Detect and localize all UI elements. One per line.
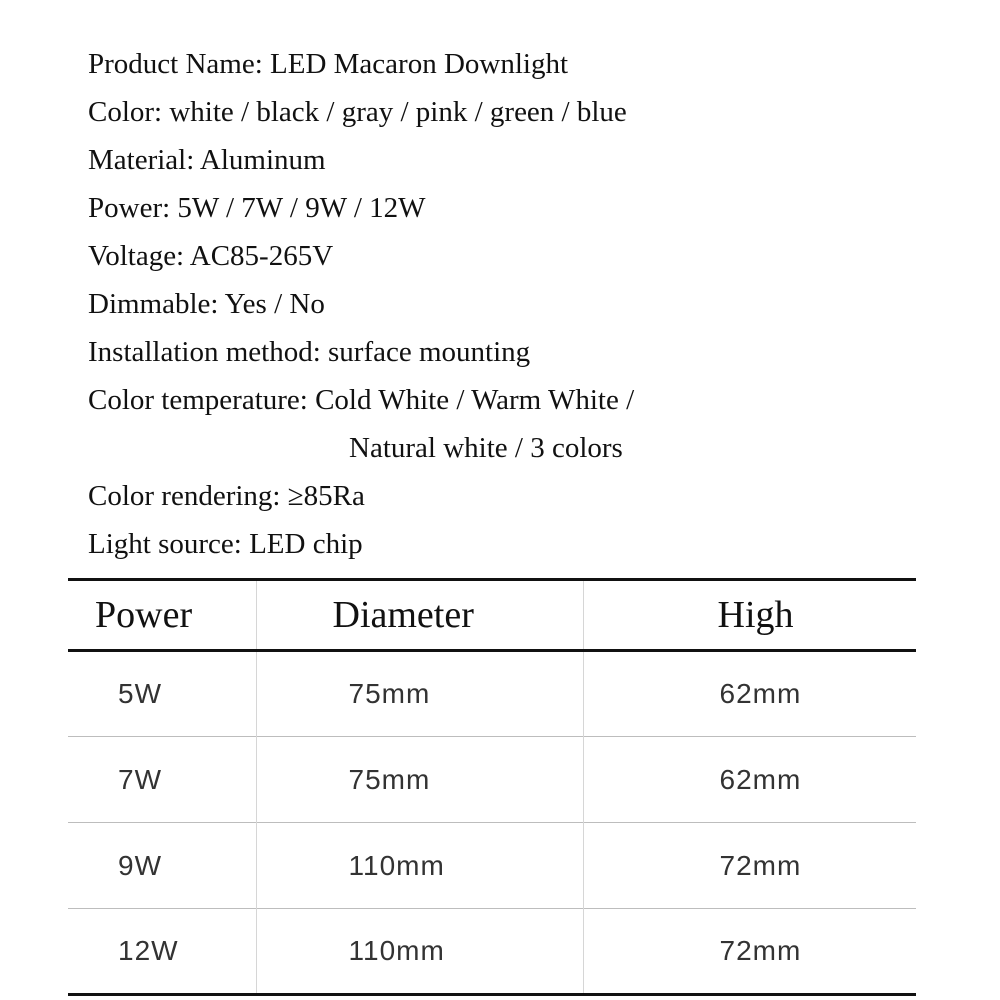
cell-power: 12W [118, 935, 179, 966]
header-power: Power [95, 594, 193, 636]
cell-diameter: 75mm [256, 737, 583, 823]
spec-color-rendering: Color rendering: ≥85Ra [88, 480, 365, 512]
cell-diameter: 110mm [256, 909, 583, 995]
size-table-body [68, 651, 916, 995]
header-row [68, 580, 916, 651]
cell-power: 5W [118, 678, 162, 709]
spec-product-name: Product Name: LED Macaron Downlight [88, 48, 569, 80]
cell-high: 72mm [583, 823, 916, 909]
spec-color-temperature-cont: Natural white / 3 colors [349, 432, 623, 464]
header-high: High [583, 580, 916, 651]
header-diameter: Diameter [256, 580, 583, 651]
cell-power: 7W [118, 763, 162, 795]
spec-installation: Installation method: surface mounting [88, 336, 531, 368]
cell-diameter: 75mm [256, 651, 583, 737]
table-row [68, 823, 916, 909]
spec-list [88, 40, 634, 568]
spec-color-temperature: Color temperature: Cold White / Warm White / [88, 384, 635, 416]
table-row [68, 909, 916, 995]
cell-diameter: 110mm [256, 823, 583, 909]
cell-high: 72mm [583, 909, 916, 995]
spec-power: Power: 5W / 7W / 9W / 12W [88, 192, 426, 224]
cell-power: 9W [118, 849, 162, 881]
spec-voltage: Voltage: AC85-265V [88, 240, 334, 272]
spec-material: Material: Aluminum [88, 144, 326, 176]
spec-color: Color: white / black / gray / pink / green / blue [88, 96, 627, 128]
cell-high: 62mm [583, 651, 916, 737]
spec-light-source: Light source: LED chip [88, 528, 363, 560]
spec-dimmable: Dimmable: Yes / No [88, 288, 325, 320]
table-row [68, 737, 916, 823]
size-table [68, 578, 916, 996]
size-table-wrapper [68, 578, 916, 996]
cell-high: 62mm [583, 737, 916, 823]
size-table-header [68, 580, 916, 651]
table-row [68, 651, 916, 737]
